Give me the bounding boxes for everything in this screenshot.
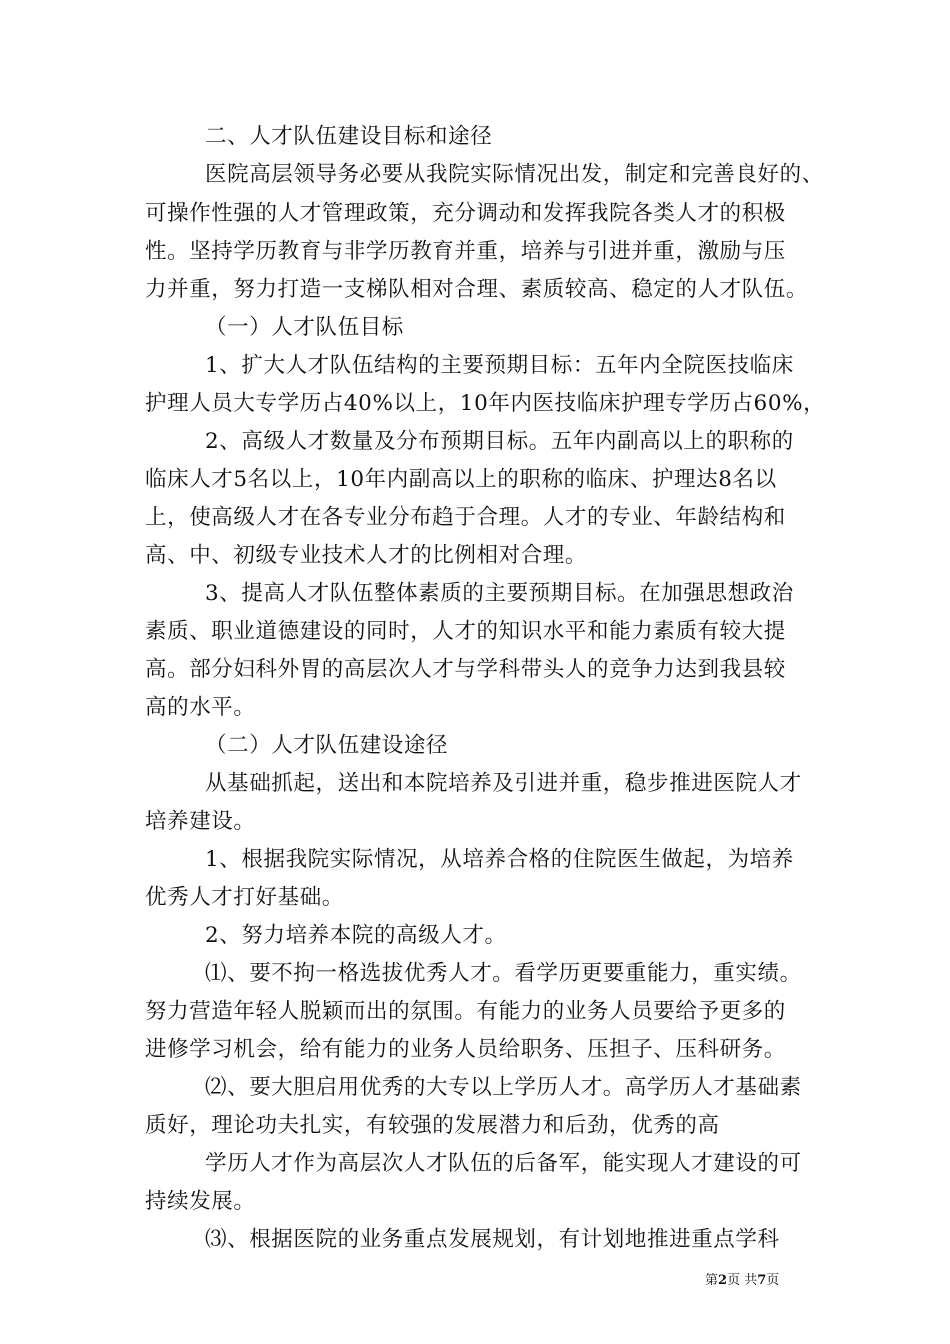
- paragraph-line: 进修学习机会，给有能力的业务人员给职务、压担子、压科研务。: [145, 1037, 786, 1062]
- paragraph-line: 2、努力培养本院的高级人才。: [205, 923, 507, 948]
- page-footer: [705, 1272, 779, 1290]
- paragraph-line: 高、中、初级专业技术人才的比例相对合理。: [145, 543, 588, 568]
- section-heading: 二、人才队伍建设目标和途径: [205, 124, 493, 149]
- paragraph-line: 护理人员大专学历占40%以上，10年内医技临床护理专学历占60%，: [145, 391, 826, 416]
- paragraph-line: ⑶、根据医院的业务重点发展规划，有计划地推进重点学科: [205, 1227, 780, 1252]
- footer-total-pages: 7: [757, 1273, 767, 1288]
- footer-middle: 页 共: [727, 1273, 758, 1288]
- paragraph-line: 学历人才作为高层次人才队伍的后备军，能实现人才建设的可: [205, 1151, 802, 1176]
- paragraph-line: 上，使高级人才在各专业分布趋于合理。人才的专业、年龄结构和: [145, 505, 786, 530]
- paragraph-line: 素质、职业道德建设的同时，人才的知识水平和能力素质有较大提: [145, 619, 786, 644]
- paragraph-line: ⑴、要不拘一格选拔优秀人才。看学历更要重能力，重实绩。: [205, 961, 802, 986]
- paragraph-line: 医院高层领导务必要从我院实际情况出发，制定和完善良好的、: [205, 162, 824, 187]
- paragraph-line: 努力营造年轻人脱颖而出的氛围。有能力的业务人员要给予更多的: [145, 999, 786, 1024]
- paragraph-line: 培养建设。: [145, 809, 256, 834]
- paragraph-line: 持续发展。: [145, 1189, 256, 1214]
- paragraph-line: ⑵、要大胆启用优秀的大专以上学历人才。高学历人才基础素: [205, 1075, 802, 1100]
- paragraph-line: 优秀人才打好基础。: [145, 885, 344, 910]
- paragraph-line: 高。部分妇科外胃的高层次人才与学科带头人的竞争力达到我县较: [145, 657, 786, 682]
- paragraph-line: 可操作性强的人才管理政策，充分调动和发挥我院各类人才的积极: [145, 201, 786, 226]
- subsection-heading: （二）人才队伍建设途径: [205, 733, 449, 758]
- paragraph-line: 高的水平。: [145, 695, 256, 720]
- footer-prefix: 第: [705, 1273, 719, 1288]
- paragraph-line: 1、扩大人才队伍结构的主要预期目标：五年内全院医技临床: [205, 353, 794, 378]
- paragraph-line: 性。坚持学历教育与非学历教育并重，培养与引进并重，激励与压: [145, 239, 786, 264]
- paragraph-line: 2、高级人才数量及分布预期目标。五年内副高以上的职称的: [205, 429, 794, 454]
- paragraph-line: 从基础抓起，送出和本院培养及引进并重，稳步推进医院人才: [205, 771, 802, 796]
- paragraph-line: 1、根据我院实际情况，从培养合格的住院医生做起，为培养: [205, 847, 794, 872]
- footer-suffix: 页: [766, 1273, 780, 1288]
- paragraph-line: 力并重，努力打造一支梯队相对合理、素质较高、稳定的人才队伍。: [145, 277, 809, 302]
- paragraph-line: 3、提高人才队伍整体素质的主要预期目标。在加强思想政治: [205, 581, 794, 606]
- subsection-heading: （一）人才队伍目标: [205, 315, 404, 340]
- footer-current-page: 2: [718, 1273, 728, 1288]
- paragraph-line: 质好，理论功夫扎实，有较强的发展潜力和后劲，优秀的高: [145, 1113, 720, 1138]
- paragraph-line: 临床人才5名以上，10年内副高以上的职称的临床、护理达8名以: [145, 467, 777, 492]
